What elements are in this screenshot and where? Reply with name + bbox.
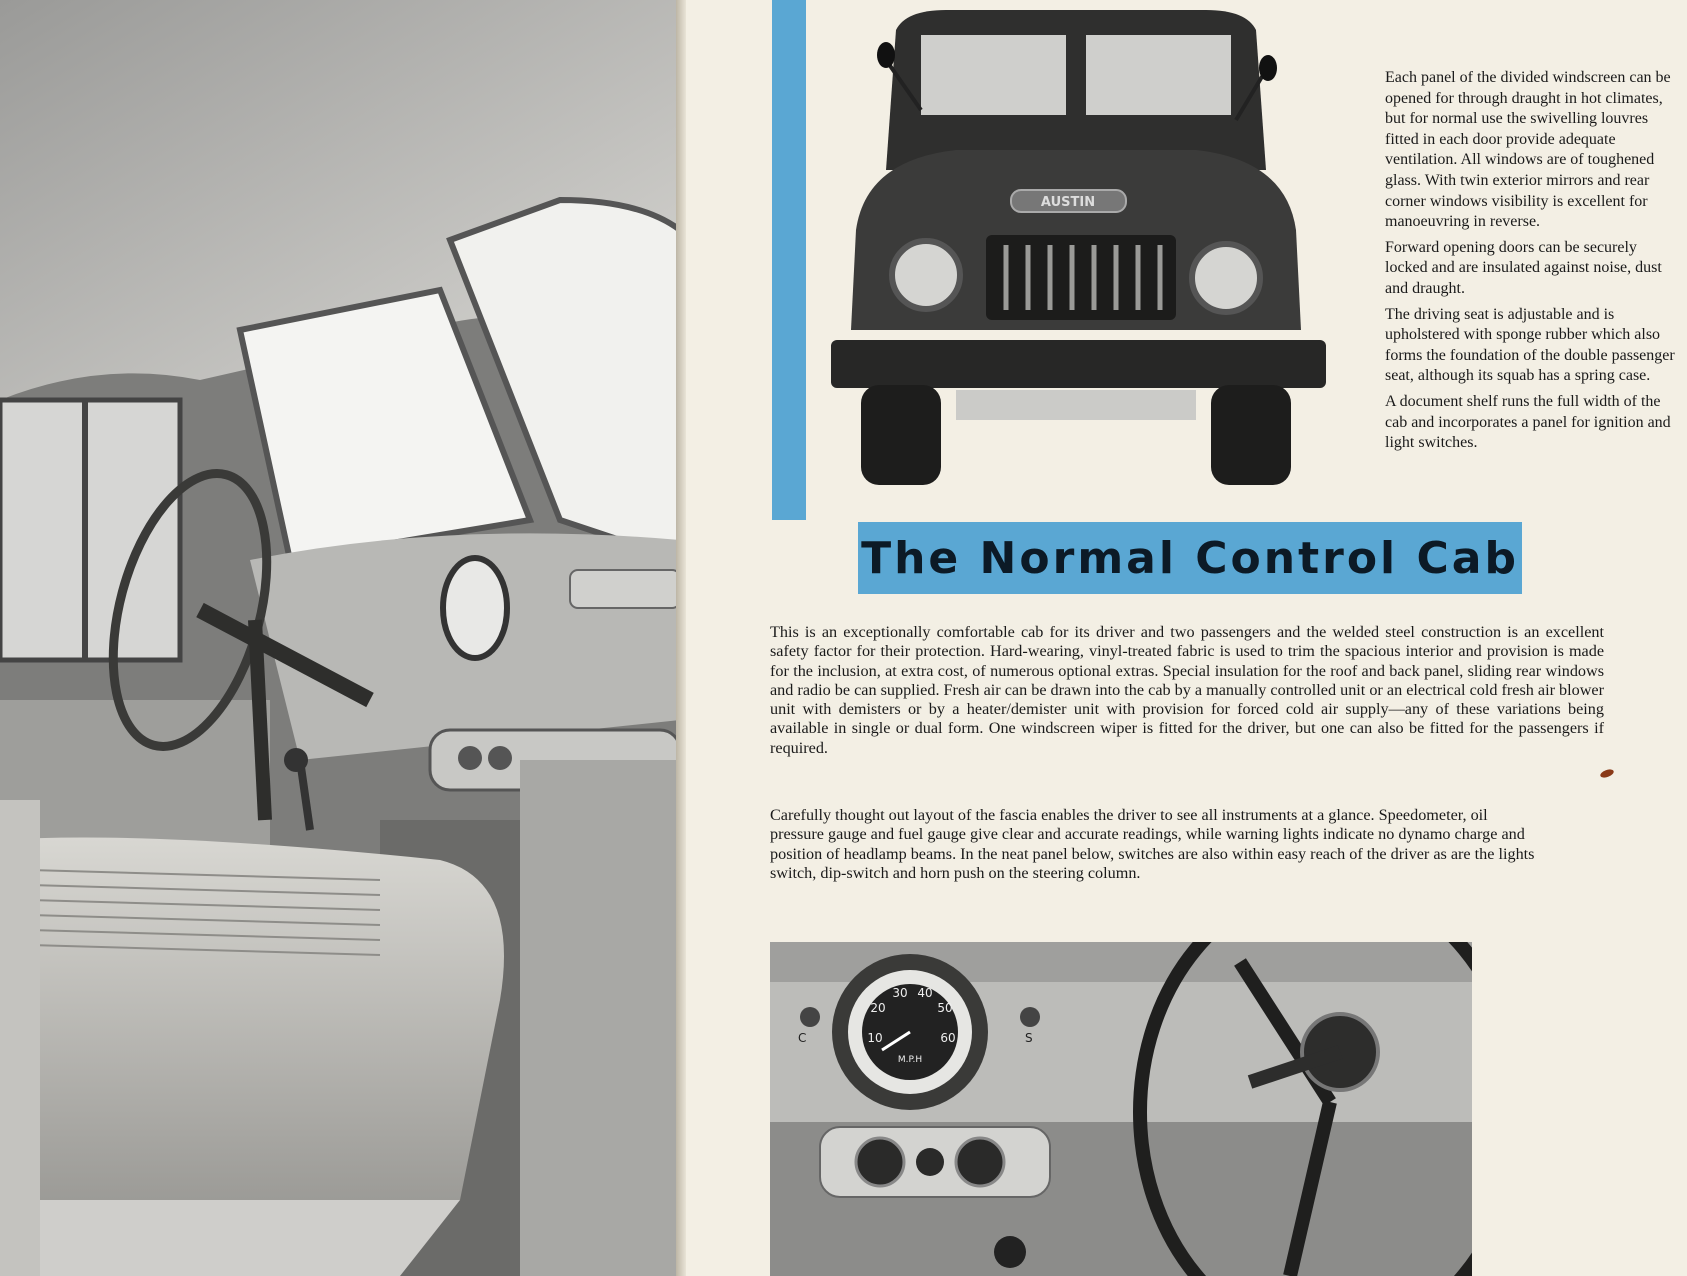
accent-bar (772, 0, 806, 520)
page-gutter (676, 0, 686, 1276)
cab-features-text (1385, 68, 1680, 459)
switch-label-right: S (1025, 1031, 1033, 1045)
speedo-tick-40: 40 (917, 986, 933, 1000)
title-banner (858, 522, 1522, 594)
feature-paragraph-doors: Forward opening doors can be securely locked and are insulated against noise, dust and draught. (1385, 238, 1662, 297)
speedo-unit-label: M.P.H (897, 1055, 923, 1065)
feature-paragraph-windscreen: Each panel of the divided windscreen can be opened for through draught in hot climates, but for normal use the swivelling louvres fitted in each door provide adequate ventilation. All windows are of toughened glass. With twin exterior mirrors and rear corner windows visibility is excellent for manoeuvring in reverse. (1385, 69, 1671, 231)
body-paragraph-fascia: Carefully thought out layout of the fascia enables the driver to see all instruments at a glance. Speedometer, oil pressure gauge and fuel gauge give clear and accurate readings, while warning lights indicate no dynamo charge and position of headlamp beams. In the neat panel below, switches are also within easy reach of the driver as are the lights switch, dip-switch and horn push on the steering column. (770, 806, 1535, 882)
page-title: The Normal Control Cab (861, 532, 1519, 584)
speedo-tick-30: 30 (892, 986, 908, 1000)
speedo-tick-10: 10 (867, 1031, 883, 1045)
switch-label-left: C (798, 1031, 807, 1045)
body-paragraph-cab: This is an exceptionally comfortable cab for its driver and two passengers and the welded steel construction is an excellent safety factor for their protection. Hard-wearing, vinyl-treated fabric is used to trim the spacious interior and provision is made for the inclusion, at extra cost, of numerous optional extras. Special insulation for the roof and back panel, sliding rear windows and radio be can supplied. Fresh air can be drawn into the cab by a manually controlled unit or an electrical cold fresh air blower unit with demisters or by a heater/demister unit with provision for forced cold air supply—any of these variations being available in single or dual form. One windscreen wiper is fitted for the driver, but one can also be fitted for the passengers if required. (770, 623, 1604, 757)
truck-badge: AUSTIN (1040, 195, 1096, 210)
ink-stain (1599, 768, 1615, 779)
cab-interior-photo (0, 0, 680, 1276)
feature-paragraph-shelf: A document shelf runs the full width of the cab and incorporates a panel for ignition and light switches. (1385, 392, 1671, 452)
speedo-tick-60: 60 (940, 1031, 956, 1045)
feature-paragraph-seat: The driving seat is adjustable and is upholstered with sponge rubber which also forms the foundation of the double passenger seat, although its squab has a spring case. (1385, 305, 1675, 385)
speedo-tick-50: 50 (937, 1001, 953, 1015)
truck-front-photo (806, 0, 1346, 500)
fascia-photo (770, 942, 1472, 1276)
speedo-tick-20: 20 (870, 1001, 886, 1015)
